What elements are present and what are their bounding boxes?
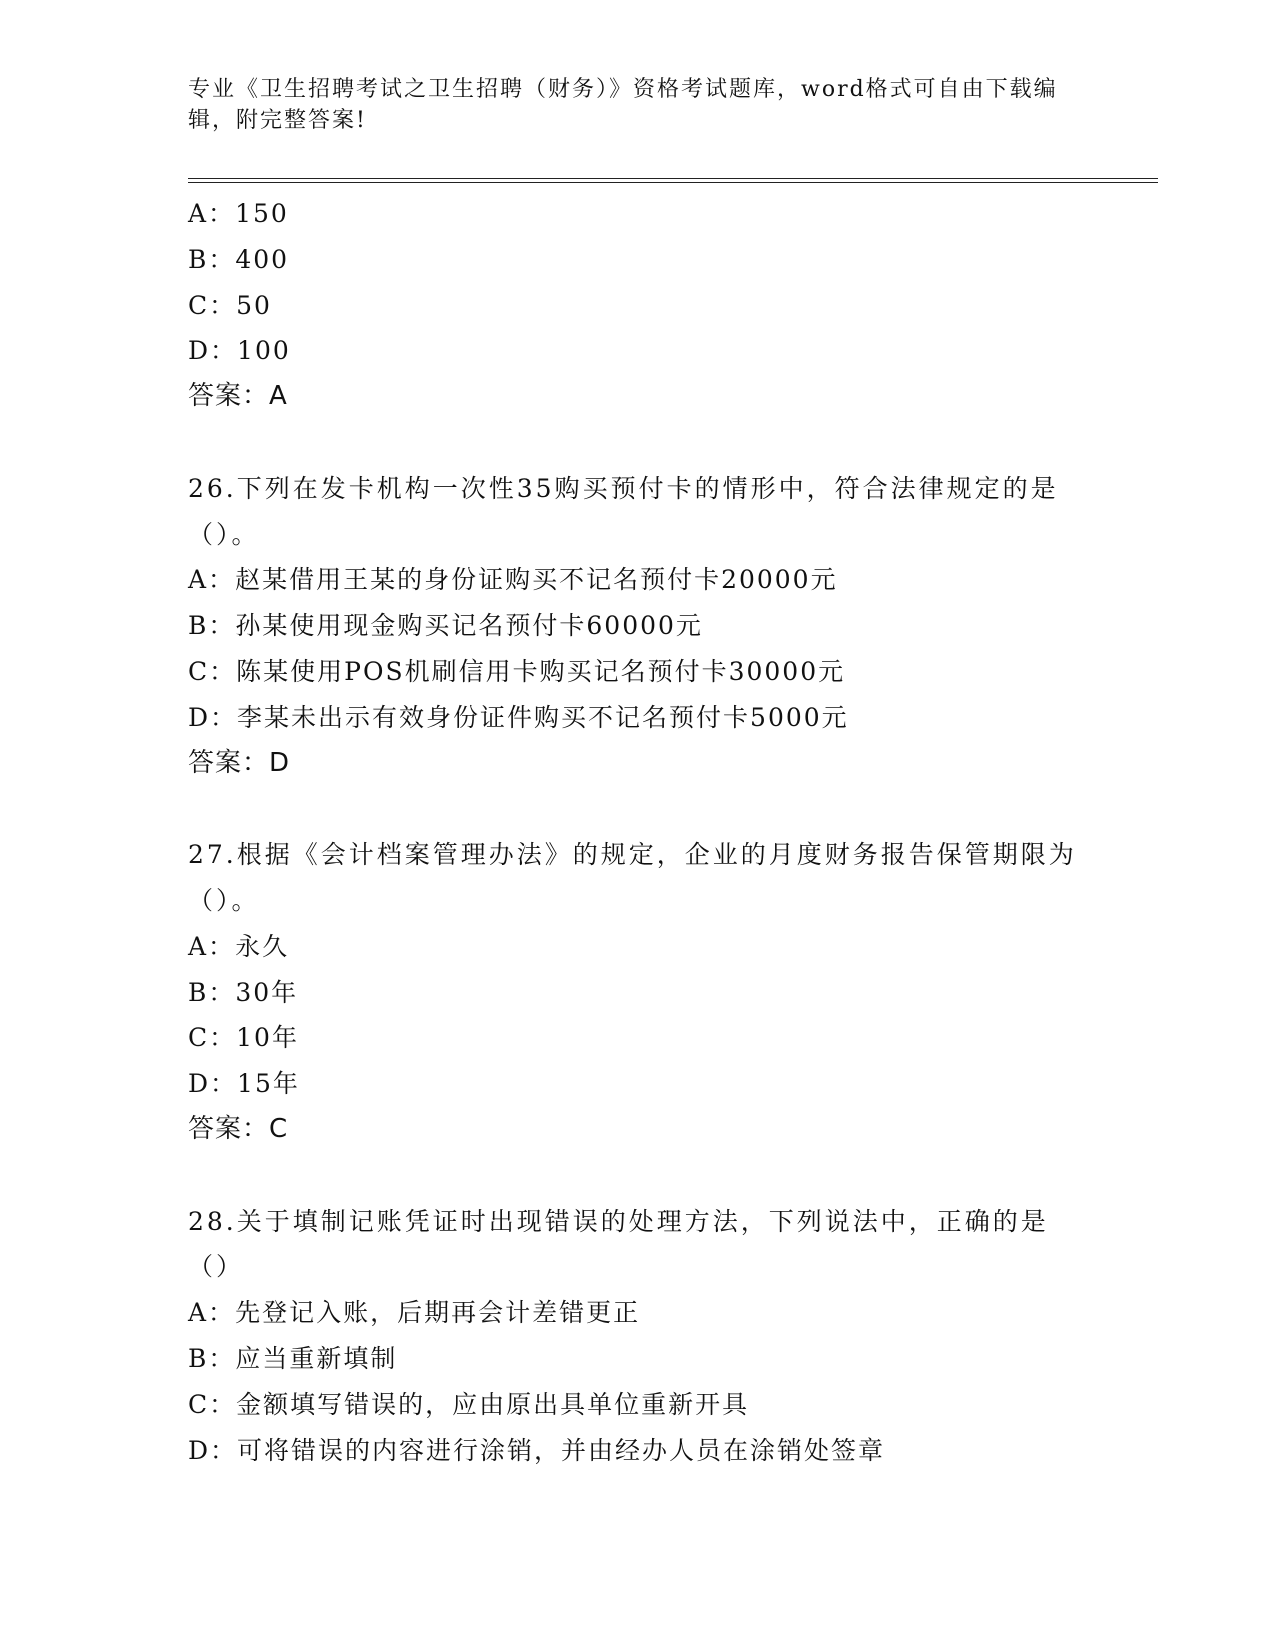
option-letter: B： <box>188 977 236 1007</box>
option-letter: D： <box>188 336 238 366</box>
option-c <box>188 283 1088 329</box>
option-d <box>188 1428 1088 1474</box>
option-c <box>188 649 1088 695</box>
question-text: 27.根据《会计档案管理办法》的规定，企业的月度财务报告保管期限为（）。 <box>188 840 1077 915</box>
option-b <box>188 1336 1088 1382</box>
option-letter: B： <box>188 1343 236 1373</box>
option-letter: B： <box>188 244 236 274</box>
option-text: 永久 <box>235 931 290 961</box>
option-letter: C： <box>188 1023 237 1053</box>
option-b <box>188 603 1088 649</box>
option-a <box>188 191 1088 237</box>
option-text: 李某未出示有效身份证件购买不记名预付卡5000元 <box>237 702 849 732</box>
option-letter: A： <box>188 199 236 228</box>
answer-line: 答案：D <box>188 747 291 778</box>
question-26 <box>188 466 1088 787</box>
option-a <box>188 557 1088 603</box>
option-text: 15年 <box>237 1069 300 1099</box>
option-letter: A： <box>188 1298 236 1328</box>
question-text: 26.下列在发卡机构一次性35购买预付卡的情形中，符合法律规定的是（）。 <box>188 473 1059 549</box>
option-text: 应当重新填制 <box>235 1343 398 1373</box>
option-letter: C： <box>188 1389 237 1419</box>
option-d <box>188 328 1088 374</box>
option-c <box>188 1015 1088 1061</box>
option-d <box>188 1061 1088 1107</box>
option-text: 100 <box>237 336 291 366</box>
option-text: 10年 <box>236 1023 299 1053</box>
option-b <box>188 970 1088 1016</box>
option-letter: C： <box>188 656 237 686</box>
answer-line: 答案：C <box>188 1113 289 1144</box>
option-text: 陈某使用POS机刷信用卡购买记名预付卡30000元 <box>236 656 846 686</box>
option-text: 金额填写错误的，应由原出具单位重新开具 <box>236 1389 750 1419</box>
option-text: 孙某使用现金购买记名预付卡60000元 <box>235 611 703 641</box>
option-text: 50 <box>236 290 272 320</box>
spacer <box>188 420 1088 466</box>
document-header: 专业《卫生招聘考试之卫生招聘（财务）》资格考试题库，word格式可自由下载编辑，附完整答案! <box>188 77 1058 133</box>
option-text: 先登记入账，后期再会计差错更正 <box>235 1298 641 1328</box>
option-text: 400 <box>235 244 290 274</box>
answer-line: 答案：A <box>188 381 288 412</box>
spacer <box>188 1153 1088 1199</box>
option-letter: C： <box>188 290 237 320</box>
option-text: 赵某借用王某的身份证购买不记名预付卡20000元 <box>235 565 838 595</box>
option-d <box>188 695 1088 741</box>
option-c <box>188 1382 1088 1428</box>
question-text: 28.关于填制记账凭证时出现错误的处理方法，下列说法中，正确的是（） <box>188 1206 1049 1282</box>
previous-question-block <box>188 191 1088 420</box>
header-divider <box>188 178 1158 183</box>
option-a <box>188 1290 1088 1336</box>
option-b <box>188 237 1088 283</box>
option-letter: A： <box>188 565 236 595</box>
question-list <box>188 191 1088 1473</box>
option-letter: D： <box>188 1435 238 1465</box>
option-letter: A： <box>188 931 236 961</box>
option-text: 可将错误的内容进行涂销，并由经办人员在涂销处签章 <box>237 1435 886 1465</box>
spacer <box>188 786 1088 832</box>
option-text: 30年 <box>235 977 299 1007</box>
option-text: 150 <box>235 199 289 228</box>
option-a <box>188 924 1088 970</box>
question-27 <box>188 832 1088 1153</box>
question-28 <box>188 1199 1088 1474</box>
option-letter: D： <box>188 1069 238 1099</box>
option-letter: B： <box>188 611 236 641</box>
option-letter: D： <box>188 702 238 732</box>
